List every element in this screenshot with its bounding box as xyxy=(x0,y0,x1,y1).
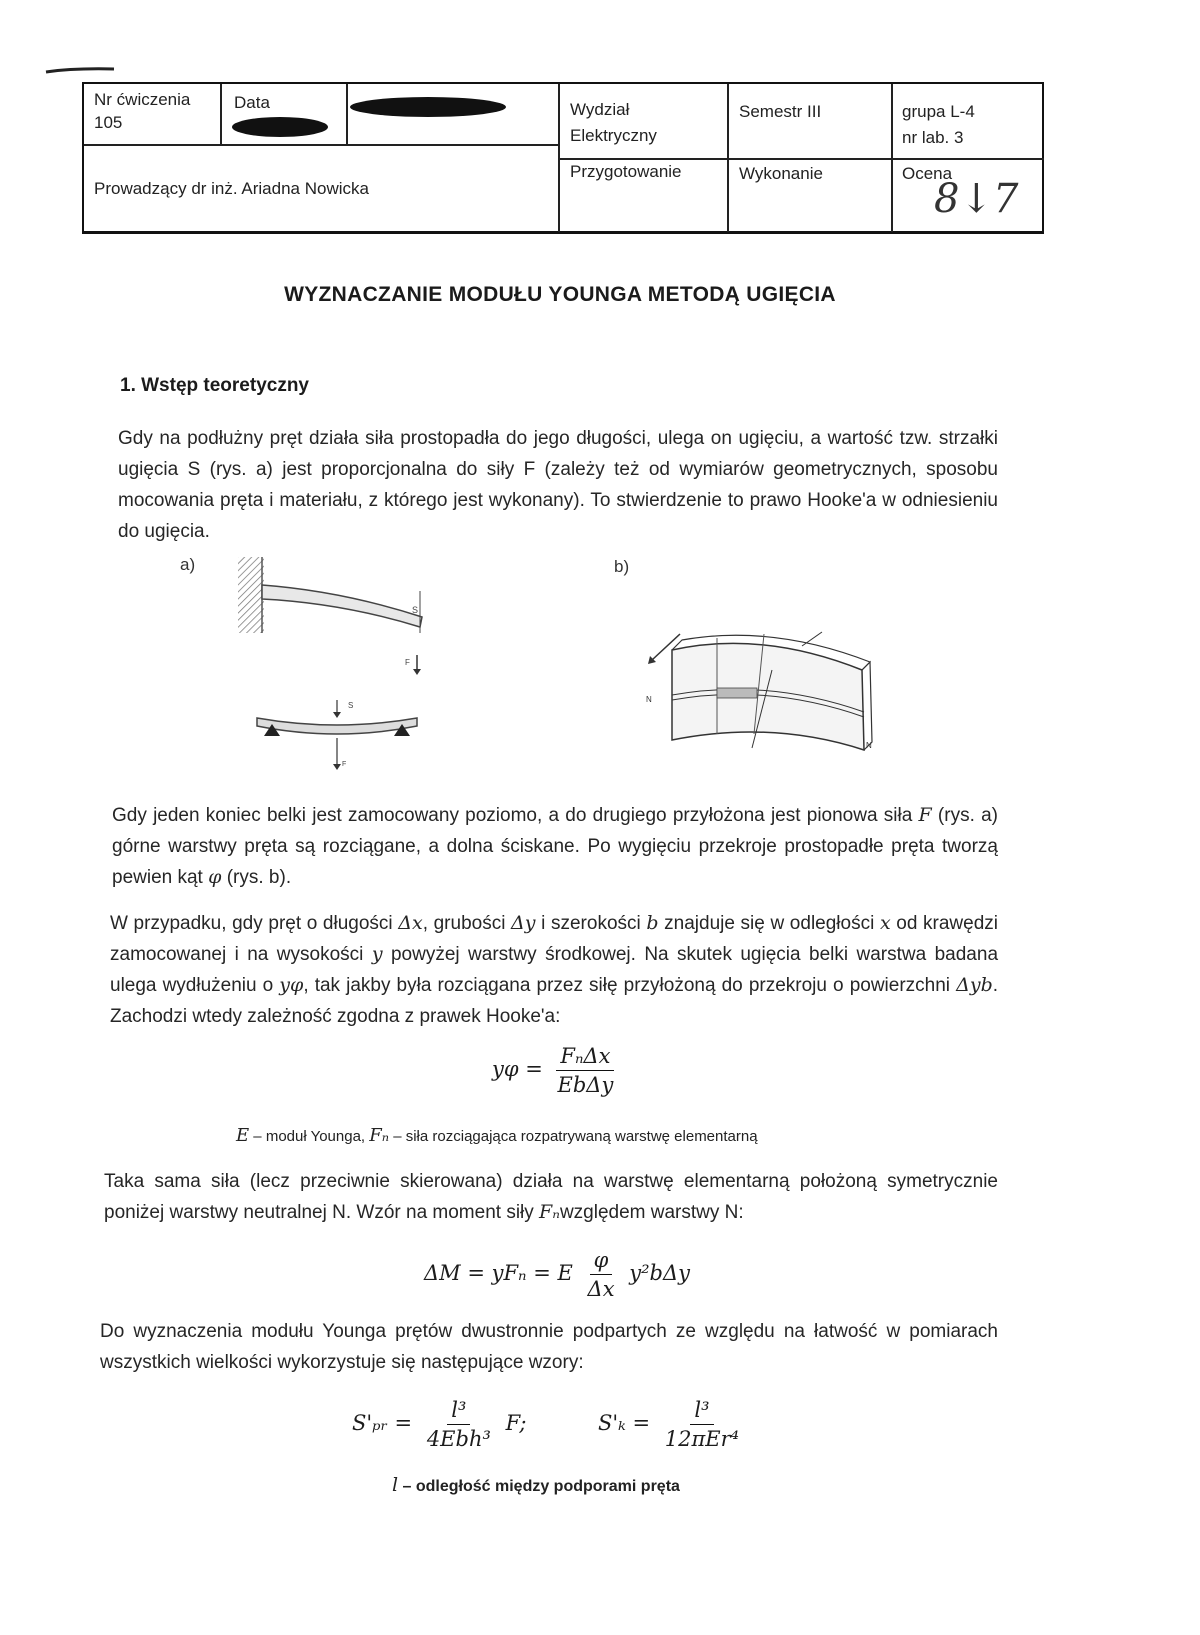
caption-2 xyxy=(392,1474,680,1496)
s-label-b: S xyxy=(348,701,354,710)
page-title: WYZNACZANIE MODUŁU YOUNGA METODĄ UGIĘCIA xyxy=(284,283,836,306)
faculty-line1: Wydział xyxy=(570,100,630,119)
caption-1 xyxy=(236,1125,758,1146)
exercise-number: 105 xyxy=(94,113,123,132)
p3-text-6: powyżej warstwy środkowej. Na skutek ugięcia belki warstwa badana ulega wydłużeniu o xyxy=(110,944,999,996)
paragraph-2 xyxy=(112,800,998,893)
p4-var-fn: Fₙ xyxy=(539,1201,560,1223)
paragraph-intro xyxy=(118,423,998,547)
execution-label: Wykonanie xyxy=(739,164,823,183)
caption2-text: – odległość między podporami pręta xyxy=(398,1478,680,1495)
section-heading: 1. Wstęp teoretyczny xyxy=(120,375,309,396)
preparation-label: Przygotowanie xyxy=(570,162,682,181)
formula3-numerator: l³ xyxy=(447,1398,470,1425)
p4-text-1: Taka sama siła (lecz przeciwnie skierowana) działa na warstwę elementarną położoną symetrycznie poniżej warstwy neutralnej N. Wzór na moment siły xyxy=(104,1171,998,1223)
formula4-denominator: 12πEr⁴ xyxy=(664,1427,740,1451)
p2-var-phi: φ xyxy=(208,866,222,888)
pen-mark xyxy=(44,64,124,76)
redacted-date xyxy=(232,117,328,137)
p3-text-4: znajduje się w odległości xyxy=(658,913,880,934)
p3-var-dyb: Δyb xyxy=(956,974,993,996)
formula-spr xyxy=(352,1398,526,1451)
formula3-denominator: 4Ebh³ xyxy=(426,1427,491,1451)
formula1-numerator: FₙΔx xyxy=(556,1044,614,1071)
formula-moment xyxy=(424,1248,690,1301)
figure-a-label: a) xyxy=(180,555,196,574)
p3-text-3: i szerokości xyxy=(535,913,647,934)
p3-text-2: , grubości xyxy=(422,913,512,934)
p2-text-1: Gdy jeden koniec belki jest zamocowany poziomo, a do drugiego przyłożona jest pionowa siła xyxy=(112,805,919,826)
supervisor: Prowadzący dr inż. Ariadna Nowicka xyxy=(94,179,369,198)
caption1-text-1: – moduł Younga, xyxy=(249,1128,370,1145)
caption2-var-l: l xyxy=(392,1474,399,1496)
paragraph-5-text: Do wyznaczenia modułu Younga prętów dwustronnie podpartych ze względu na łatwość w pomiarach wszystkich wielkości wykorzystuje się następujące wzory: xyxy=(100,1321,998,1373)
formula-sk xyxy=(598,1398,747,1451)
p3-text-8: . Zachodzi wtedy zależność zgodna z prawek Hooke'a: xyxy=(110,975,999,1027)
p4-text-2: względem warstwy N: xyxy=(559,1202,744,1223)
caption1-var-e: E xyxy=(236,1125,250,1146)
header-table xyxy=(82,82,1044,234)
p2-var-f: F xyxy=(918,804,932,826)
figure-a-beam-supported xyxy=(252,698,442,778)
paragraph-4 xyxy=(104,1166,998,1228)
s-label-a: S xyxy=(412,605,419,615)
p3-text-5: od krawędzi zamocowanej i na wysokości xyxy=(110,913,999,965)
p2-text-3: (rys. b). xyxy=(221,867,292,888)
formula1-lhs: yφ = xyxy=(492,1057,543,1081)
p3-text-7: , tak jakby była rozciągana przez siłę przyłożoną do przekroju o powierzchni xyxy=(303,975,957,996)
n-label-right: N xyxy=(866,741,872,750)
paragraph-intro-text: Gdy na podłużny pręt działa siła prostopadła do jego długości, ulega on ugięciu, a wartość tzw. strzałki ugięcia S (rys. a) jest proporcjonalna do siły F (zależy też od wymiarów geometrycznych, sposobu mocowania pręta i materiału, z którego jest wykonany). To stwierdzenie to prawo Hooke'a w odniesieniu do ugięcia. xyxy=(118,428,998,542)
formula2-numerator: φ xyxy=(590,1248,613,1275)
p3-text-1: W przypadku, gdy pręt o długości xyxy=(110,913,399,934)
figure-b-bent-block xyxy=(642,630,882,780)
formula3-rhs: F; xyxy=(505,1411,527,1435)
date-label: Data xyxy=(234,93,270,112)
group: grupa L-4 xyxy=(902,102,975,121)
n-label-left: N xyxy=(646,695,652,704)
faculty-line2: Elektryczny xyxy=(570,126,657,145)
paragraph-3 xyxy=(110,908,998,1032)
formula1-denominator: EbΔy xyxy=(557,1073,614,1097)
formula2-denominator: Δx xyxy=(587,1277,615,1301)
f-label-a: F xyxy=(405,658,410,667)
p2-text-2: (rys. a) górne warstwy pręta są rozciągane, a dolna ściskane. Po wygięciu przekroje prostopadłe pręta tworzą pewien kąt xyxy=(112,805,998,888)
p3-var-y: y xyxy=(371,943,383,965)
grade-handwritten: 8↓7 xyxy=(934,176,1019,222)
caption1-text-2: – siła rozciągająca rozpatrywaną warstwę elementarną xyxy=(389,1128,758,1145)
f-label-b: F xyxy=(342,761,347,768)
p3-var-b: b xyxy=(646,912,659,934)
lab-number: nr lab. 3 xyxy=(902,128,964,147)
p3-var-dx: Δx xyxy=(398,912,423,934)
semester: Semestr III xyxy=(739,102,822,121)
p3-var-x: x xyxy=(879,912,891,934)
formula2-rhs: y²bΔy xyxy=(629,1261,690,1285)
paragraph-5 xyxy=(100,1316,998,1378)
p3-var-yphi: yφ xyxy=(279,974,304,996)
formula4-lhs: S'ₖ = xyxy=(598,1411,651,1435)
formula4-numerator: l³ xyxy=(690,1398,713,1425)
formula2-lhs: ΔM = yFₙ = E xyxy=(424,1261,573,1285)
figure-b-label: b) xyxy=(614,557,630,576)
formula3-lhs: S'ₚᵣ = xyxy=(352,1411,413,1435)
p3-var-dy: Δy xyxy=(511,912,536,934)
caption1-var-fn: Fₙ xyxy=(369,1125,390,1146)
grade-label: Ocena xyxy=(902,164,953,183)
exercise-label: Nr ćwiczenia xyxy=(94,90,191,109)
formula-hooke xyxy=(492,1044,621,1097)
redacted-name xyxy=(350,97,506,117)
